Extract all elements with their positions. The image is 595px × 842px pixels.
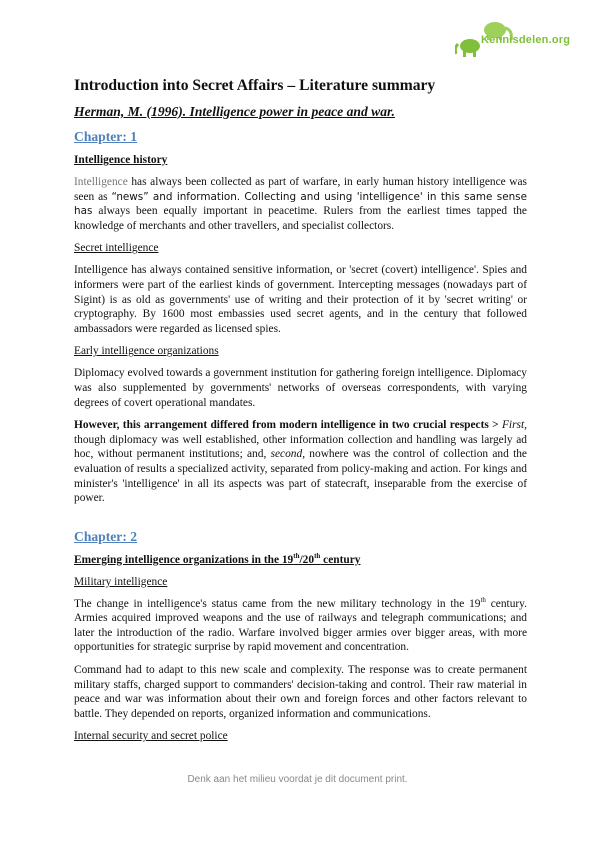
kennisdelen-logo — [455, 20, 580, 62]
grey-word: Intelligence — [74, 176, 128, 188]
chapter-1-heading: Chapter: 1 — [74, 129, 138, 144]
text-run: century. Armies acquired improved weapons and the use of railways and telegraph communications; and later the introduction of the radio. Warfare involved bigger armies over bigger areas, with more opportunities for strategic surprise by rapid movement and concentration. — [74, 597, 527, 654]
text-run: The change in intelligence's status came from the new military technology in the 19 — [74, 597, 481, 610]
superscript: th — [480, 595, 486, 604]
document-subtitle: Herman, M. (1996). Intelligence power in peace and war. — [74, 104, 395, 119]
text-run: Emerging intelligence organizations in the 19 — [74, 553, 294, 566]
intelligence-history-heading: Intelligence history — [74, 154, 168, 166]
bold-run: However, this arrangement differed from modern intelligence in two crucial respects > — [74, 419, 499, 432]
military-intelligence-paragraph-2: Command had to adapt to this new scale and complexity. The response was to create permanent military staffs, charged support to commanders' decision-taking and control. Their raw material in peace and war was information about their own and foreign forces and other factors relevant to battle. They depended on reports, organized information and communications. — [74, 664, 527, 720]
early-organizations-heading: Early intelligence organizations — [74, 345, 219, 358]
superscript: th — [314, 551, 321, 560]
logo-text: Kennisdelen.org — [481, 34, 571, 46]
text-run: /20 — [299, 553, 315, 566]
secret-intelligence-heading: Secret intelligence — [74, 242, 159, 255]
text-run: nowhere was the control of collection and the evaluation of results a specialized activity, separated from policy-making and action. For kings and minister's 'intelligence' in all its aspects was part of statecraft, inseparable from the exercise of power. — [74, 448, 527, 505]
text-run: has always been collected as part of warfare, in early human history intelligence was seen as — [74, 176, 527, 203]
superscript: th — [293, 551, 300, 560]
document-title: Introduction into Secret Affairs – Literature summary — [74, 77, 436, 94]
footer-note: Denk aan het milieu voordat je dit document print. — [187, 774, 408, 785]
early-organizations-paragraph: Diplomacy evolved towards a government institution for gathering foreign intelligence. Diplomacy was also supplemented by governments' networks of overseas correspondents, with varying degrees of covert operational mandates. — [74, 367, 527, 409]
secret-intelligence-paragraph: Intelligence has always contained sensitive information, or 'secret (covert) intelligence'. Spies and informers were part of the earliest kinds of government. Intercepting messages (nowadays part of Sigint) is as old as governments' use of writing and their protection of it by 'secret writing' or cryptography. By 1600 most embassies used secret agents, and in the century that followed ambassadors were regarded as licensed spies. — [74, 264, 527, 335]
intelligence-history-paragraph — [74, 175, 527, 233]
text-run: though diplomacy was well established, other information collection and handling was largely ad hoc, without permanent institutions; and, — [74, 433, 527, 461]
italic-first: First, — [501, 419, 527, 432]
sans-run: “news” and information. Collecting and using 'intelligence' in this same sense has — [74, 190, 527, 218]
document-body — [74, 76, 527, 751]
text-run: century — [320, 553, 361, 566]
chapter-2-heading: Chapter: 2 — [74, 528, 138, 544]
military-intelligence-heading: Military intelligence — [74, 575, 168, 588]
internal-security-heading: Internal security and secret police — [74, 730, 228, 743]
emerging-organizations-heading — [74, 553, 527, 567]
military-intelligence-paragraph-1 — [74, 597, 527, 655]
text-run: always been equally important in peacetime. Rulers from the earliest times tapped the knowledge of merchants and other travellers, and specialist collectors. — [74, 205, 527, 232]
crucial-respects-paragraph — [74, 418, 527, 506]
italic-second: second, — [270, 448, 306, 461]
